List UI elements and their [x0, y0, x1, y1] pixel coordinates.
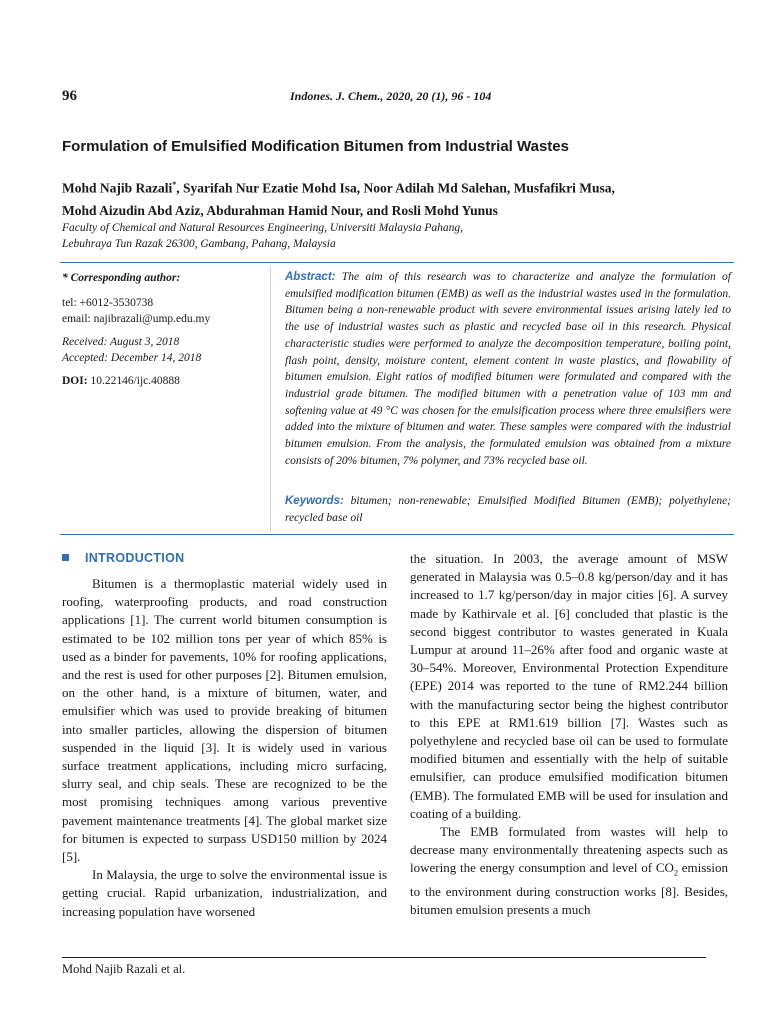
accepted-date: Accepted: December 14, 2018	[62, 352, 202, 364]
intro-paragraph-2: In Malaysia, the urge to solve the environmental issue is getting crucial. Rapid urbanization, industrialization, and increasing population have worsened	[62, 867, 387, 919]
corresponding-email[interactable]: email: najibrazali@ump.edu.my	[62, 313, 211, 325]
page-number: 96	[62, 88, 77, 104]
authors-line2: Mohd Aizudin Abd Aziz, Abdurahman Hamid Nour, and Rosli Mohd Yunus	[62, 202, 498, 218]
corresponding-tel: tel: +6012-3530738	[62, 297, 154, 309]
paper-title: Formulation of Emulsified Modification Bitumen from Industrial Wastes	[62, 138, 569, 155]
abstract-bottom-divider	[60, 534, 734, 535]
first-author: Mohd Najib Razali	[62, 180, 173, 196]
abstract	[285, 269, 731, 469]
affiliation	[62, 220, 722, 252]
keywords-text: bitumen; non-renewable; Emulsified Modified Bitumen (EMB); polyethylene; recycled base oil	[285, 495, 732, 524]
affiliation-line1: Faculty of Chemical and Natural Resources Engineering, Universiti Malaysia Pahang,	[62, 222, 464, 234]
doi	[62, 373, 262, 389]
corresponding-mark: *	[172, 180, 177, 189]
journal-citation: Indones. J. Chem., 2020, 20 (1), 96 - 104	[290, 89, 492, 103]
footer-rule	[62, 957, 706, 958]
received-date: Received: August 3, 2018	[62, 336, 180, 348]
top-divider	[60, 262, 734, 263]
right-column	[410, 550, 728, 920]
left-column	[62, 575, 387, 921]
co2-subscript: 2	[673, 869, 678, 879]
abstract-label: Abstract:	[285, 271, 336, 283]
section-bullet-icon	[62, 554, 69, 561]
doi-link[interactable]: 10.22146/ijc.40888	[90, 375, 180, 387]
right-paragraph-2	[410, 823, 728, 920]
footer-author: Mohd Najib Razali et al.	[62, 962, 186, 976]
intro-paragraph-1: Bitumen is a thermoplastic material widely used in roofing, waterproofing products, and road construction applications [1]. The current world bitumen consumption is estimated to be 102 million tons per year of which 85% is used as a binder for pavements, 10% for roofing applications, and the rest is used for other purposes [2]. Bitumen emulsion, on the other hand, is a mixture of bitumen, water, and emulsifier which was used to provide breaking of bitumen into smaller particles, allowing the dispersion of bitumen suspended in the liquid [3]. It is widely used in various surface treatment applications, including micro surfacing, slurry seal, and chip seals. These are recognized to be the most promising techniques among various preventive pavement maintenance treatments [4]. The global market size for bitumen is expected to surpass USD150 million by 2024 [5].	[62, 576, 387, 865]
doi-label: DOI:	[62, 375, 88, 387]
article-info-sidebar	[62, 270, 262, 389]
section-heading-text: INTRODUCTION	[85, 551, 185, 565]
right-paragraph-1: the situation. In 2003, the average amount of MSW generated in Malaysia was 0.5–0.8 kg/person/day and it has increased to 1.7 kg/person/day in major cities [6]. A survey made by Kathirvale et al. [6] concluded that plastic is the second biggest contributor to wastes generated in Kuala Lumpur at around 11–26% after food and organic waste at 30–54%. Moreover, Environmental Protection Expenditure (EPE) 2014 was reported to the tune of RM2.244 billion with the manufacturing sector being the highest contributor to this EPE at RM1.619 billion [7]. Wastes such as polyethylene and recycled base oil can be used to formulate modified bitumen and essentially with the help of suitable emulsifier, can produce emulsified modification bitumen (EMB). The formulated EMB will be used for insulation and coating of a building.	[410, 551, 728, 821]
right-paragraph-2-start: The EMB formulated from wastes will help to decrease many environmentally threatening aspects such as lowering the energy consumption and level of CO	[410, 824, 728, 876]
right-paragraph-2-end: emission to the environment during construction works [8]. Besides, bitumen emulsion presents a much	[410, 860, 728, 918]
abstract-text: The aim of this research was to characterize and analyze the formulation of emulsified modification bitumen (EMB) as well as the industrial wastes used in the formulation. Bitumen being a non-renewable product with severe environmental issues arising lately led to the use of industrial wastes such as plastic and recycled base oil in this research. Physical characteristic studies were performed to analyze the decomposition temperature, boiling point, flash point, density, moisture content, element content in waste plastics, and flowability of bitumen emulsion. Eight ratios of modified bitumen were formulated and compared with the industrial grade bitumen. The modified bitumen with a penetration value of 103 mm and softening value at 49 °C was chosen for the emulsification process where three emulsifiers were added into the mixture of bitumen and water. These samples were compared with the industrial bitumen emulsion. From the analysis, the formulated emulsion was obtained from a mixture consists of 20% bitumen, 7% polymer, and 73% recycled base oil.	[285, 271, 731, 467]
corresponding-author-label: * Corresponding author:	[62, 272, 181, 284]
introduction-heading	[62, 551, 184, 565]
keywords-label: Keywords:	[285, 495, 344, 507]
affiliation-line2: Lebuhraya Tun Razak 26300, Gambang, Pahang, Malaysia	[62, 238, 336, 250]
author-list	[62, 174, 722, 222]
sidebar-divider	[270, 266, 271, 531]
keywords	[285, 493, 731, 527]
authors-line1-rest: , Syarifah Nur Ezatie Mohd Isa, Noor Adilah Md Salehan, Musfafikri Musa,	[176, 180, 615, 196]
